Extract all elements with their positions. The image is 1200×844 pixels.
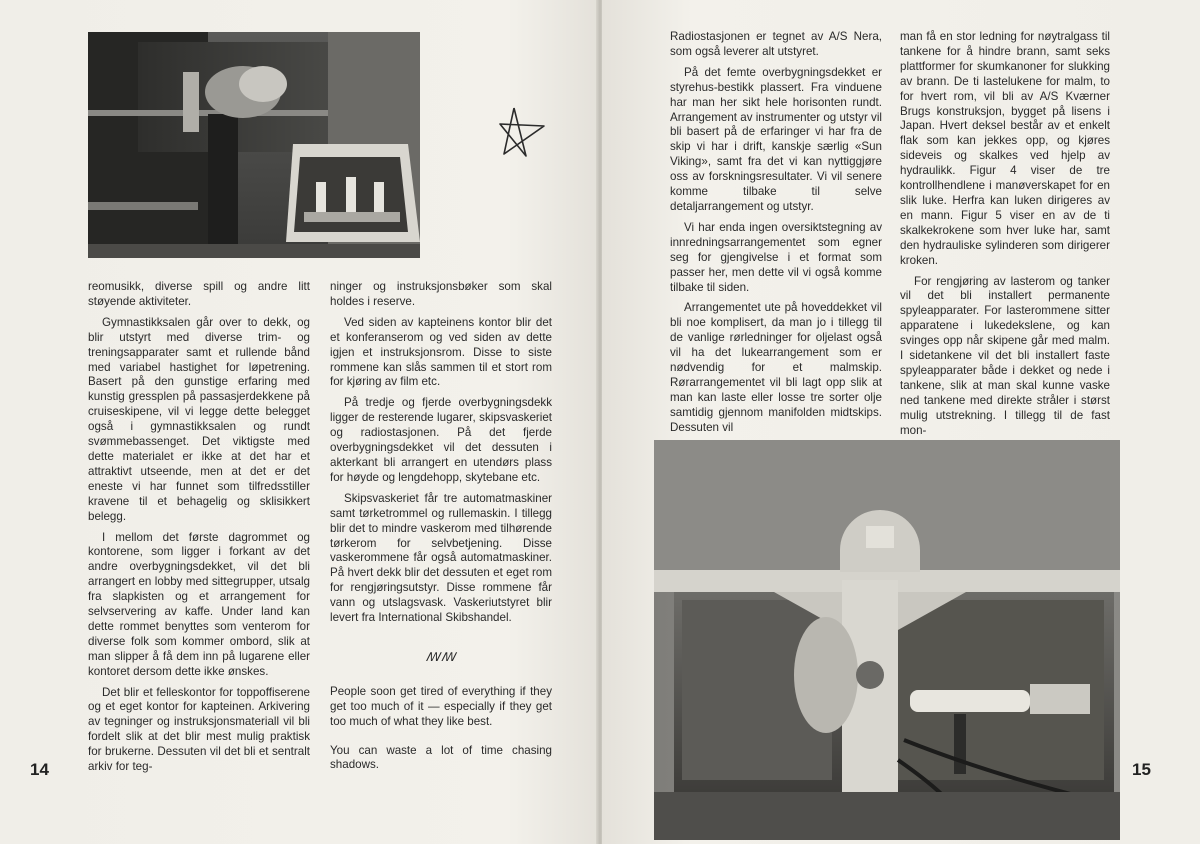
right-page <box>602 0 1200 844</box>
right-column-2 <box>900 30 1110 438</box>
quote: People soon get tired of everything if they get too much of it — especially if they get too much of what they like best. <box>330 684 552 728</box>
paragraph: På det femte overbygningsdekket er styrehus-bestikk plassert. Fra vinduene har man her sikt hele horisonten rundt. Arrangement av instrumenter og utstyr vil bli basert på de erfaringer vi har fra de skip vi har i drift, kanskje særlig «Sun Viking», samt fra det vi kan nyttiggjøre oss av forskningsresultater. Vi vil senere komme tilbake til selve detaljarrangement og utstyr. <box>670 65 882 213</box>
paragraph: Gymnastikksalen går over to dekk, og blir utstyrt med diverse trim- og treningsapparater samt et rullende bånd med variabel hastighet for løpetrening. Basert på den gunstige erfaring med kunstig gressplen på passasjerdekkene på cruiseskipene, vil vi legge dette belegget også i gymnastikksalen og rundt svømmebassenget. Det viktigste med dette materialet er ikke at det har et attraktivt utseende, men at det er det eneste vi har funnet som tilfredsstiller kravene til et behagelig og sklisikkert belegg. <box>88 315 310 523</box>
photo-hatch-cleat-hydraulic <box>654 440 1120 840</box>
paragraph: man få en stor ledning for nøytralgass til tankene for å hindre brann, samt seks plattformer for skumkanoner for slukking av brann. De ti lastelukene for malm, to for hvert rom, vil bli av A/S Kværner Brugs konstruksjon, bygget på lisens i Japan. Hvert deksel består av et enkelt flak som kan jekkes opp, og kjøres sideveis og skalkes ved hjelp av hydraulikk. Figur 4 viser de tre kontrollhendlene i manøverskapet for en slik luke. Herfra kan luken dirigeres av en mann. Figur 5 viser en av de ti skalkekrokene som hver luke har, samt den hydrauliske sylinderen som dirigerer kroken. <box>900 30 1110 267</box>
page-number-right: 15 <box>1132 760 1151 779</box>
paragraph: I mellom det første dagrommet og kontorene, som ligger i forkant av det andre overbygningsdekket, vil det bli arrangert en lobby med sittegrupper, utsalg fra slapkisten og et arrangement for selvservering av kaffe. Under land kan dette rommet benyttes som venterom for diverse folk som kommer ombord, slik at man slipper å få dem inn på lugarene eller kontoret dersom dette ikke ønskes. <box>88 530 310 678</box>
right-column-1 <box>670 30 882 436</box>
paragraph: Arrangementet ute på hoveddekket vil bli noe komplisert, da man jo i tillegg til de vanlige rørledninger for oljelast også vil ha det lukearrangement som er nødvendig for et malmskip. Rørarrangementet vil bli lagt opp slik at man kan laste eller losse tre sorter olje samtidig gjennom manifolden midtskips. Dessuten vil <box>670 301 882 434</box>
paragraph: reomusikk, diverse spill og andre litt støyende aktiviteter. <box>88 280 310 308</box>
paragraph: Ved siden av kapteinens kontor blir det et konferanserom og ved siden av dette igjen et instruksjonsrom. Disse to siste rommene kan slås sammen til et stort rom for kjøring av film etc. <box>330 315 552 389</box>
paragraph: Radiostasjonen er tegnet av A/S Nera, som også leverer alt utstyret. <box>670 30 882 58</box>
paragraph: ninger og instruksjonsbøker som skal holdes i reserve. <box>330 280 552 308</box>
star-icon <box>496 104 548 160</box>
left-column-2 <box>330 280 552 773</box>
paragraph: For rengjøring av lasterom og tanker vil det bli installert permanente spyleapparater. For lasterommene sitter apparatene i lukedekslene, og kan svinges opp når skipene går med malm. I sidetankene vil det bli installert faste spyleapparater både i dekket og nede i tankene, slik at man skal kunne vaske ned tankene med direkte stråler i størst mulig utstrekning. I tillegg til de fast mon- <box>900 274 1110 437</box>
left-page <box>0 0 598 844</box>
paragraph: Det blir et felleskontor for toppoffiserene og et eget kontor for kapteinen. Arkivering av tegninger og instruksjonsmateriall vil bli fordelt slik at det blir mest mulig praktisk for brukerne. Dessuten vil det bli et sentralt arkiv for teg- <box>88 685 310 774</box>
ornament-separator: ꟿꟿ <box>425 649 457 664</box>
paragraph: På tredje og fjerde overbygningsdekk ligger de resterende lugarer, skipsvaskeriet og radiostasjonen. På det fjerde overbygningsdekket vil det dessuten i akterkant bli arrangert en utendørs plass for høyde og lengdehopp, skytebane etc. <box>330 396 552 484</box>
left-column-1 <box>88 280 310 775</box>
quote: You can waste a lot of time chasing shadows. <box>330 743 552 772</box>
photo-control-cabinet <box>88 32 420 258</box>
page-number-left: 14 <box>30 760 49 779</box>
paragraph: Skipsvaskeriet får tre automatmaskiner samt tørketrommel og rullemaskin. I tillegg blir det to mindre vaskerom med tilhørende tørkerom for selvbetjening. Disse vaskerommene får også automatmaskiner. På hvert dekk blir det dessuten et eget rom for rengjøringsutstyr. Disse rommene får vann og utslagsvask. Vaskeriutstyret blir levert fra International Skibshandel. <box>330 491 552 625</box>
paragraph: Vi har enda ingen oversiktstegning av innredningsarrangementet som egner seg for gjengivelse i et format som passer her, men dette vil vi også komme tilbake til siden. <box>670 220 882 294</box>
